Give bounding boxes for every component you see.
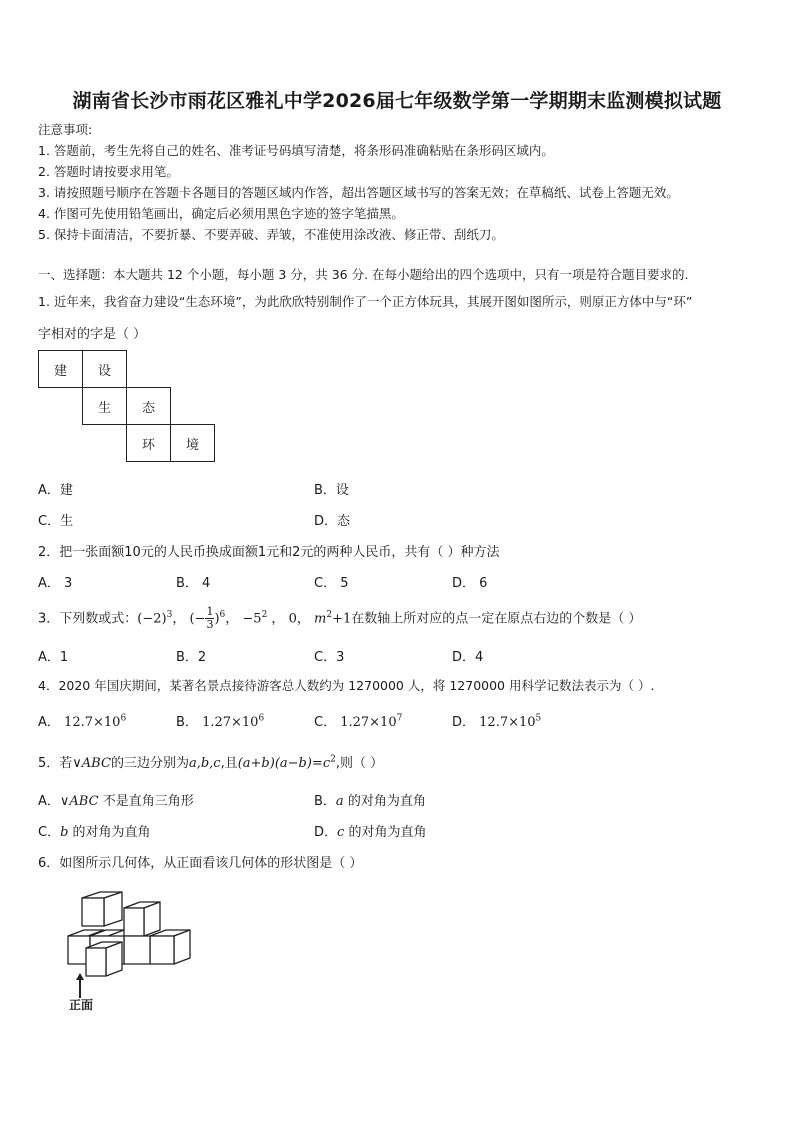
page-title: 湖南省长沙市雨花区雅礼中学2026届七年级数学第一学期期末监测模拟试题 <box>72 90 722 112</box>
option-a: A． $12.7\times 10^6$ <box>38 713 127 730</box>
question-4-stem: 4．2020 年国庆期间，某著名景点接待游客总人数约为 1270000 人，将 1270000 用科学记数法表示为（ ）. <box>38 678 655 693</box>
option-d: D．4 <box>452 650 484 665</box>
option-b: B． $1.27\times 10^6$ <box>176 713 265 730</box>
section-heading: 一、选择题：本大题共 12 个小题，每小题 3 分，共 36 分. 在每小题给出的四个选项中，只有一项是符合题目要求的. <box>38 267 689 282</box>
question-1-line2: 字相对的字是（ ） <box>38 327 147 342</box>
notice-item: 2. 答题时请按要求用笔。 <box>38 164 179 179</box>
option-b: B．设 <box>314 483 349 498</box>
option-b: B． 4 <box>176 576 211 591</box>
question-6-stem: 6．如图所示几何体，从正面看该几何体的形状图是（ ） <box>38 856 363 871</box>
option-d: D． $12.7\times 10^5$ <box>452 713 542 730</box>
option-a: A．∨ABC 不是直角三角形 <box>38 794 194 809</box>
option-c: C．b 的对角为直角 <box>38 825 151 840</box>
option-a: A．建 <box>38 483 73 498</box>
option-b: B．a 的对角为直角 <box>314 794 426 809</box>
option-c: C． 5 <box>314 576 349 591</box>
question-2-stem: 2．把一张面额10元的人民币换成面额1元和2元的两种人民币，共有（ ）种方法 <box>38 545 500 560</box>
option-a: A． 3 <box>38 576 73 591</box>
net-cell: 建 <box>39 351 83 388</box>
notice-item: 5. 保持卡面清洁，不要折暴、不要弄破、弄皱，不准使用涂改液、修正带、刮纸刀。 <box>38 227 504 242</box>
net-cell: 生 <box>83 388 127 425</box>
front-view-label: 正面 <box>69 998 94 1012</box>
question-5-stem: 5．若∨ABC的三边分别为a,b,c,且$(a+b)(a-b)=c^2$,则（ ） <box>38 754 384 771</box>
option-d: D．c 的对角为直角 <box>314 825 427 840</box>
option-d: D． 6 <box>452 576 488 591</box>
net-cell: 境 <box>171 425 215 462</box>
question-3-stem: 3．下列数或式：$(-2)^3$， (− $\frac{1}{3}$ )$^6$， $-5^2$ ， 0， $m^2+1$在数轴上所对应的点一定在原点右边的个数是（ ） <box>38 605 642 632</box>
fraction: $\frac{1}{3}$ <box>206 605 214 632</box>
notice-item: 1. 答题前，考生先将自己的姓名、准考证号码填写清楚，将条形码准确粘贴在条形码区域内。 <box>38 143 554 158</box>
option-a: A．1 <box>38 650 69 665</box>
net-cell: 设 <box>83 351 127 388</box>
option-d: D．态 <box>314 514 351 529</box>
question-1-line1: 1. 近年来，我省奋力建设“生态环境”，为此欣欣特别制作了一个正方体玩具，其展开图如图所示，则原正方体中与“环” <box>38 294 693 309</box>
option-c: C．生 <box>38 514 74 529</box>
notice-item: 3. 请按照题号顺序在答题卡各题目的答题区域内作答，超出答题区域书写的答案无效；在草稿纸、试卷上答题无效。 <box>38 185 679 200</box>
option-c: C．3 <box>314 650 345 665</box>
notice-item: 4. 作图可先使用铅笔画出，确定后必须用黑色字迹的签字笔描黑。 <box>38 206 404 221</box>
net-cell: 环 <box>127 425 171 462</box>
notice-heading: 注意事项: <box>38 122 93 137</box>
net-cell: 态 <box>127 388 171 425</box>
option-b: B．2 <box>176 650 207 665</box>
option-c: C． $1.27\times 10^7$ <box>314 713 403 730</box>
cube-net-figure <box>38 350 215 462</box>
